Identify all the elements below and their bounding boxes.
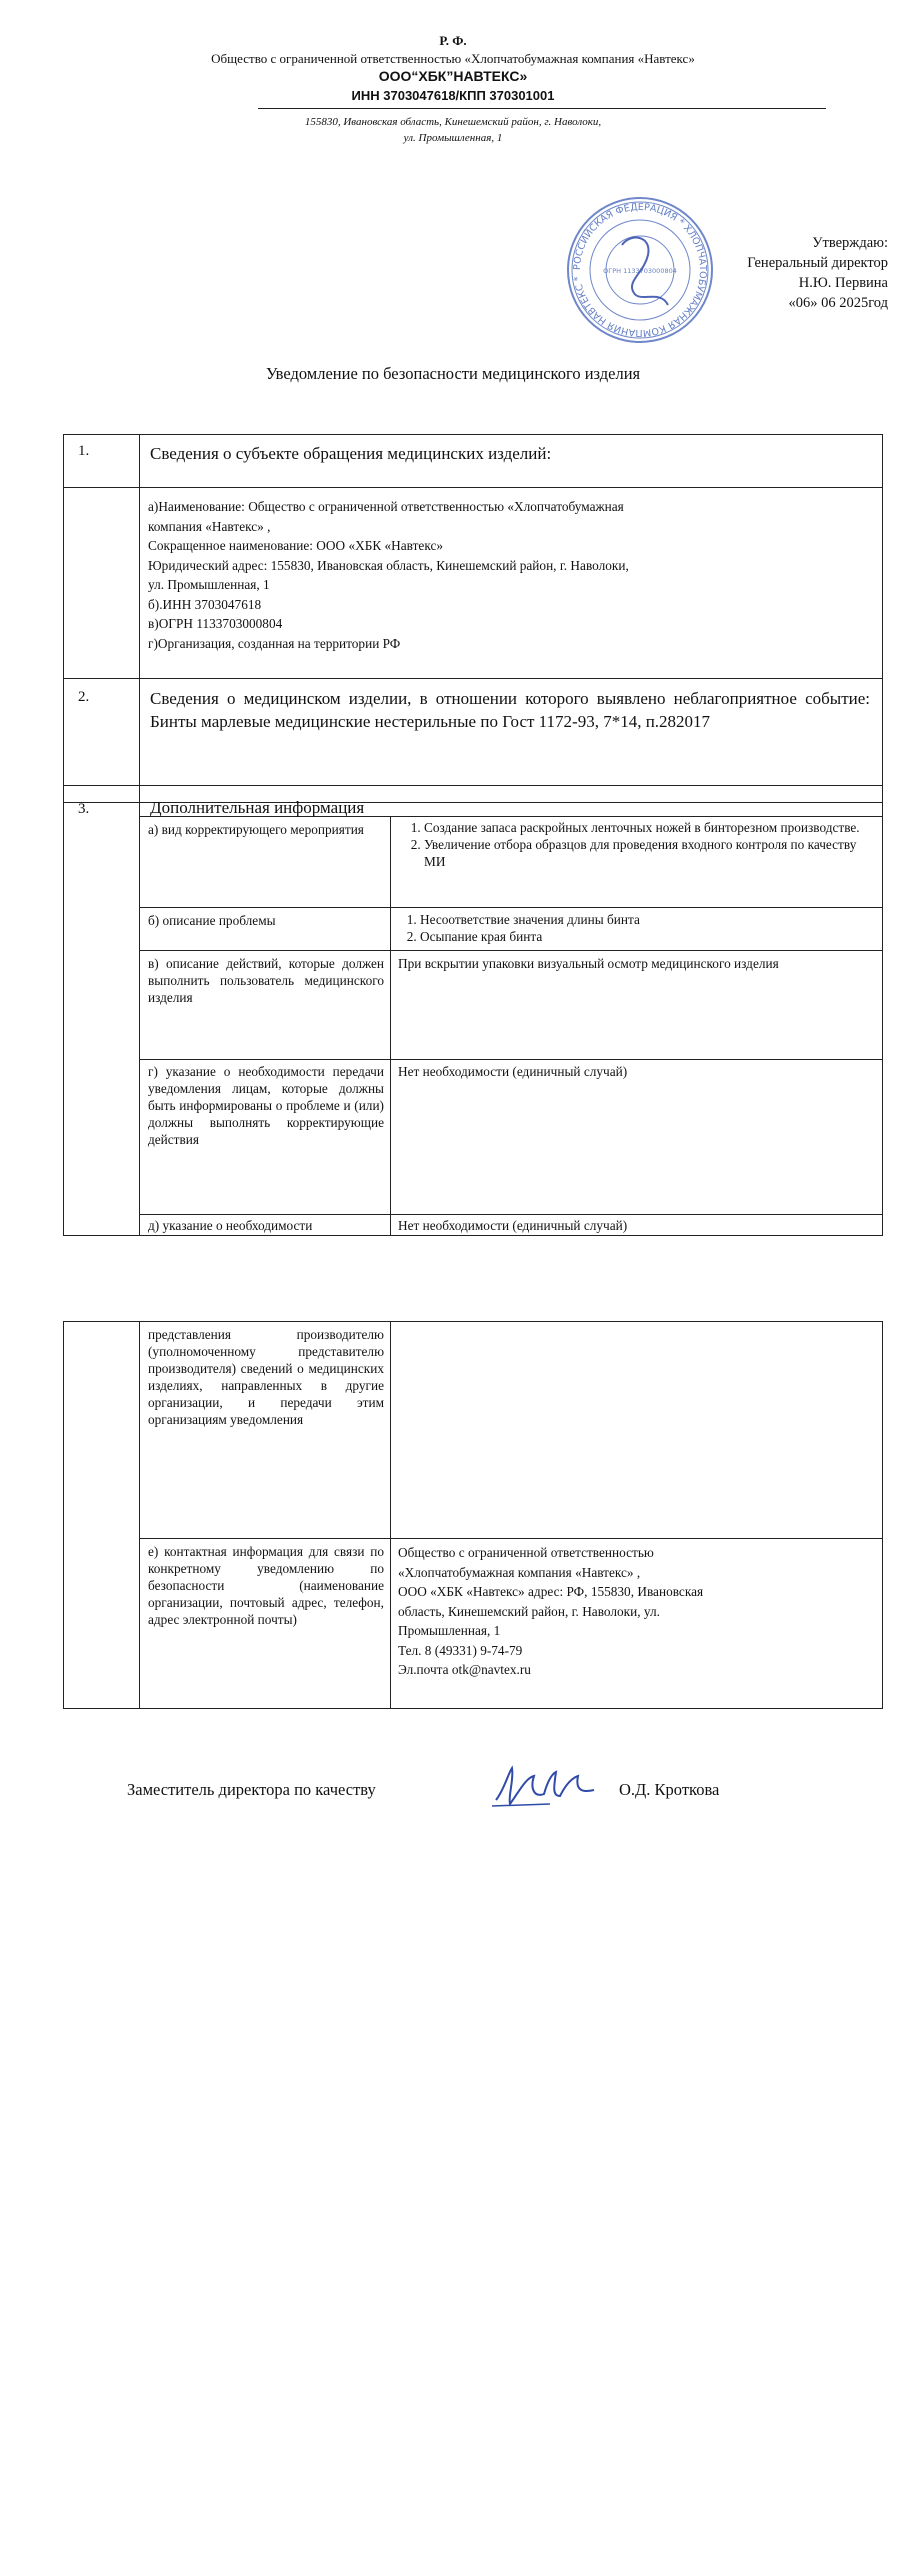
contact-line: Тел. 8 (49331) 9-74-79 [398, 1642, 523, 1658]
signatory-name: О.Д. Кроткова [619, 1780, 720, 1799]
row-divider [139, 1214, 882, 1215]
column-divider-value [390, 816, 391, 1235]
column-divider-number [139, 435, 140, 1235]
contact-line: Промышленная, 1 [398, 1623, 501, 1638]
approval-line-1: Утверждаю: [812, 235, 888, 251]
letterhead-country: Р. Ф. [439, 33, 467, 48]
section-1-heading: Сведения о субъекте обращения медицинских изделий: [150, 444, 552, 463]
row-divider [64, 678, 882, 679]
letterhead-rule [258, 108, 826, 109]
section-1-line: б).ИНН 3703047618 [148, 596, 262, 612]
section-2-text: Сведения о медицинском изделии, в отношении которого выявлено неблагоприятное событие: Бинты марлевые медицинские нестерильные по Гост 1172-93, 7*14, п.282017 [150, 689, 870, 731]
row-e-label-continued: представления производителю (уполномоченному представителю производителя) сведений о медицинских изделиях, направленных в другие организации, и передачи этим организациям уведомления [148, 1327, 384, 1427]
approval-date: «06» 06 2025год [788, 295, 888, 311]
row-divider [64, 785, 882, 786]
stamp-ring-text: РОССИЙСКАЯ ФЕДЕРАЦИЯ * ХЛОПЧАТОБУМАЖНАЯ КОМПАНИЯ НАВТЕКС * [571, 201, 709, 339]
approval-block [600, 233, 888, 313]
row-b-label: б) описание проблемы [148, 913, 276, 928]
address-line-2: ул. Промышленная, 1 [403, 132, 503, 144]
row-divider [139, 950, 882, 951]
contact-line: «Хлопчатобумажная компания «Навтекс» , [398, 1564, 641, 1580]
row-c-label: в) описание действий, которые должен выполнить пользователь медицинского изделия [148, 956, 384, 1005]
address-line-1: 155830, Ивановская область, Кинешемский район, г. Наволоки, [304, 116, 602, 128]
quality-deputy-signature [490, 1760, 600, 1812]
section-1-line: в)ОГРН 1133703000804 [148, 616, 283, 631]
section-1-line: а)Наименование: Общество с ограниченной ответственностью «Хлопчатобумажная [148, 499, 624, 514]
row-a-label: а) вид корректирующего мероприятия [148, 822, 364, 837]
row-a-item: 1. Создание запаса раскройных ленточных ножей в бинторезном производстве. [424, 819, 876, 836]
section-1-line: Сокращенное наименование: ООО «ХБК «Навтекс» [148, 538, 444, 553]
contact-line: область, Кинешемский район, г. Наволоки, ул. [398, 1603, 660, 1619]
document-title: Уведомление по безопасности медицинского изделия [265, 364, 641, 383]
row-a-value [398, 819, 876, 870]
row-divider [139, 907, 882, 908]
letterhead-org-short: ООО“ХБК”НАВТЕКС» [378, 68, 528, 84]
column-divider-number [139, 1322, 140, 1708]
section-1-line: ул. Промышленная, 1 [148, 577, 270, 592]
section-3-number: 3. [78, 801, 90, 817]
row-c-value: При вскрытии упаковки визуальный осмотр медицинского изделия [398, 956, 779, 971]
section-1-line: Юридический адрес: 155830, Ивановская область, Кинешемский район, г. Наволоки, [148, 557, 629, 573]
letterhead-org-full: Общество с ограниченной ответственностью «Хлопчатобумажная компания «Навтекс» [211, 51, 695, 66]
section-2-number: 2. [78, 689, 90, 705]
contact-line: Общество с ограниченной ответственностью [398, 1545, 654, 1560]
signatory-role: Заместитель директора по качеству [127, 1780, 376, 1799]
approval-line-3: Н.Ю. Первина [798, 275, 888, 291]
section-3-heading: Дополнительная информация [150, 798, 365, 817]
column-divider-value [390, 1322, 391, 1708]
row-e-value: Нет необходимости (единичный случай) [398, 1218, 628, 1233]
row-d-label: г) указание о необходимости передачи уведомления лицам, которые должны быть информированы о проблеме и (или) должны выполнять корректирующие действия [148, 1064, 384, 1147]
row-b-item: 1. Несоответствие значения длины бинта [420, 911, 876, 928]
letterhead-inn-kpp: ИНН 3703047618/КПП 370301001 [351, 88, 555, 103]
contact-line: ООО «ХБК «Навтекс» адрес: РФ, 155830, Ивановская [398, 1584, 704, 1599]
row-b-value [404, 911, 876, 945]
row-d-value: Нет необходимости (единичный случай) [398, 1064, 628, 1079]
approval-line-2: Генеральный директор [747, 255, 888, 271]
notice-table-part1 [63, 434, 883, 1236]
row-divider [139, 1538, 882, 1539]
notice-table-part2 [63, 1321, 883, 1709]
contact-line: Эл.почта otk@navtex.ru [398, 1662, 531, 1677]
row-a-item: 2. Увеличение отбора образцов для проведения входного контроля по качеству МИ [424, 836, 876, 870]
row-divider [139, 1059, 882, 1060]
section-1-line: г)Организация, созданная на территории РФ [148, 635, 401, 651]
row-b-item: 2. Осыпание края бинта [420, 928, 876, 945]
section-1-details [148, 497, 868, 653]
row-divider [64, 487, 882, 488]
row-e-label-start: д) указание о необходимости [148, 1218, 313, 1233]
section-1-number: 1. [78, 443, 90, 459]
section-1-line: компания «Навтекс» , [148, 518, 271, 534]
stamp-center-text: ОГРН 1133703000804 [603, 267, 677, 275]
row-f-value [398, 1543, 876, 1680]
letterhead-address [0, 114, 906, 146]
row-f-label: е) контактная информация для связи по конкретному уведомлению по безопасности (наименование организации, почтовый адрес, телефон, адрес электронной почты) [148, 1544, 384, 1627]
